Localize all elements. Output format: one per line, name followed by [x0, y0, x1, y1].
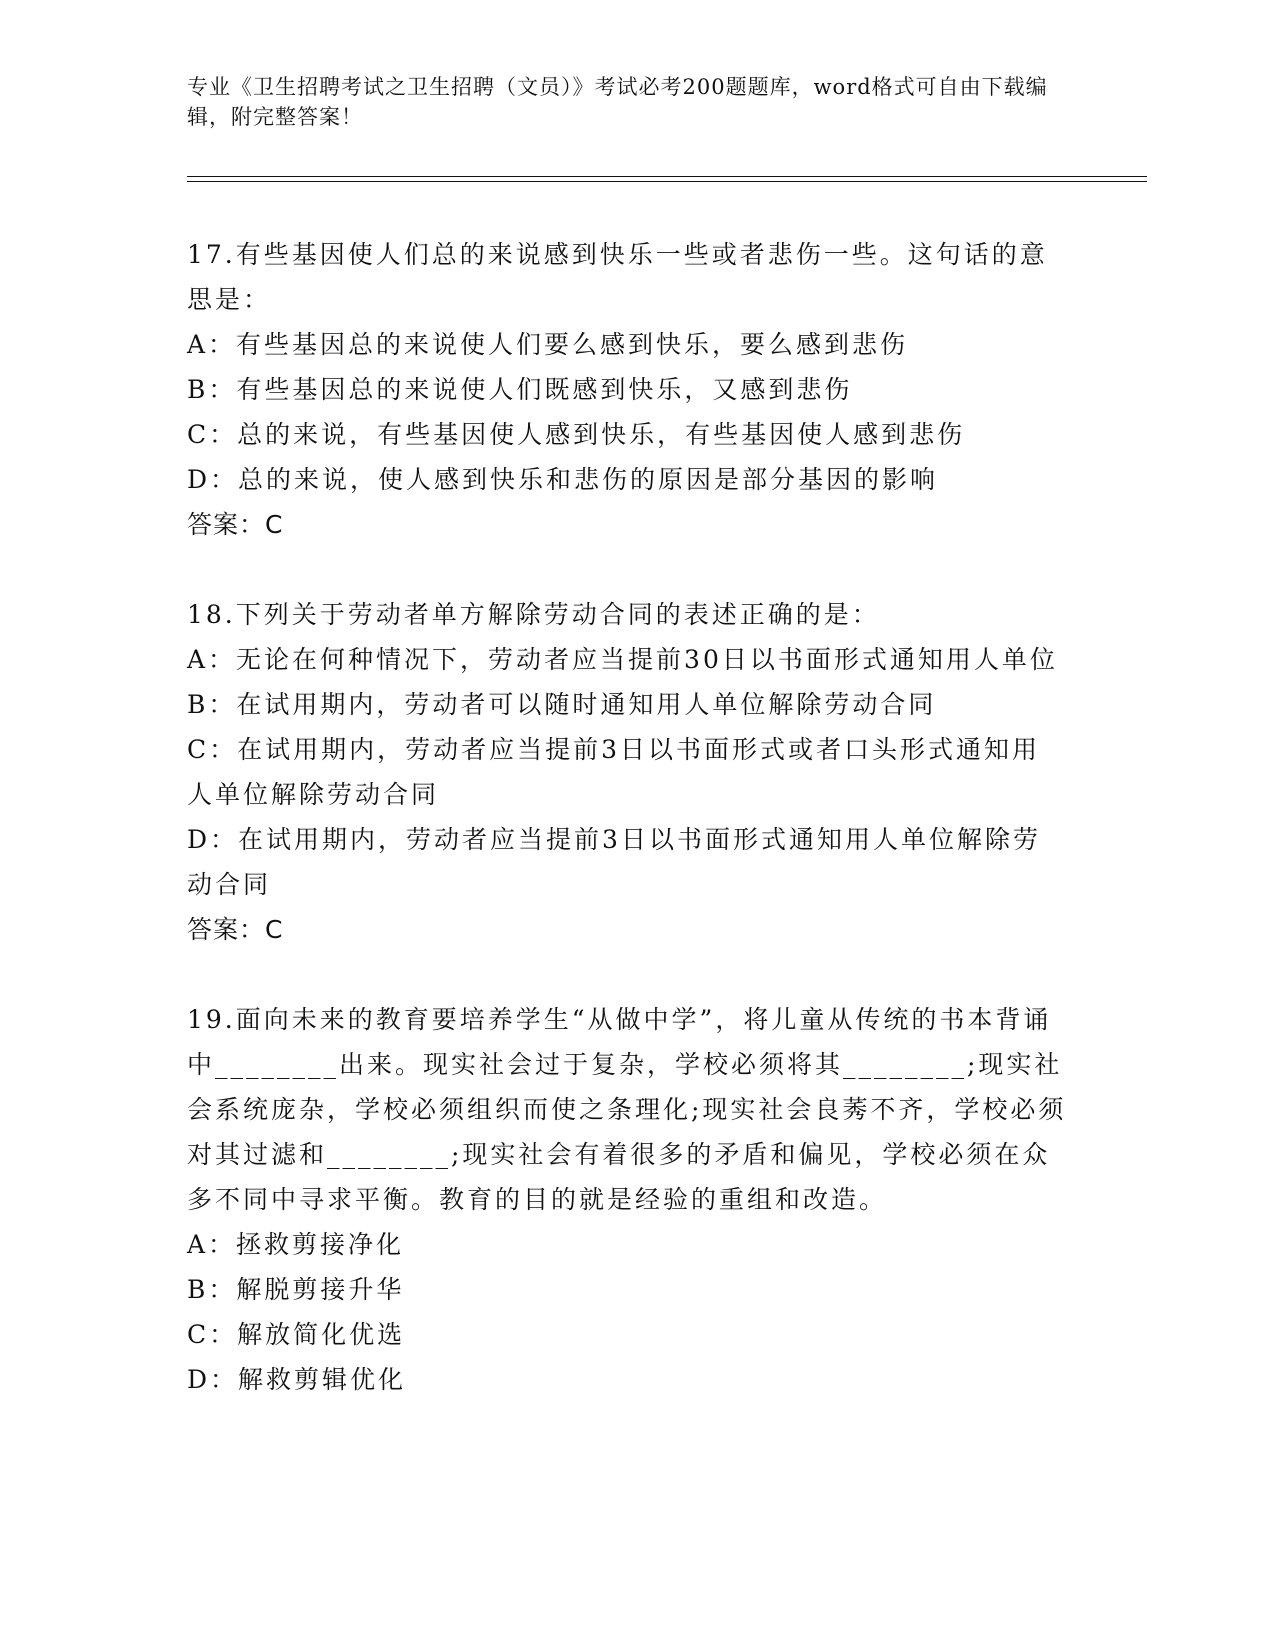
option-a: A：拯救剪接净化	[187, 1230, 405, 1259]
option-b: B：有些基因总的来说使人们既感到快乐，又感到悲伤	[187, 375, 853, 404]
option-b: B：在试用期内，劳动者可以随时通知用人单位解除劳动合同	[187, 690, 937, 719]
option-d: D：总的来说，使人感到快乐和悲伤的原因是部分基因的影响	[187, 465, 939, 494]
option-c: C：总的来说，有些基因使人感到快乐，有些基因使人感到悲伤	[187, 420, 966, 449]
option-c: C：在试用期内，劳动者应当提前3日以书面形式或者口头形式通知用人单位解除劳动合同	[187, 735, 1041, 809]
option-b: B：解脱剪接升华	[187, 1275, 405, 1304]
option-a: A：无论在何种情况下，劳动者应当提前30日以书面形式通知用人单位	[187, 645, 1058, 674]
document-header: 专业《卫生招聘考试之卫生招聘（文员）》考试必考200题题库，word格式可自由下载编辑，附完整答案！	[187, 75, 1048, 129]
question-list	[187, 232, 1067, 1447]
question-17	[187, 232, 1067, 547]
answer: 答案：C	[187, 510, 284, 539]
header-divider-top	[187, 176, 1147, 177]
question-stem: 18.下列关于劳动者单方解除劳动合同的表述正确的是：	[187, 600, 880, 629]
answer: 答案：C	[187, 915, 284, 944]
header-divider-bottom	[187, 181, 1147, 182]
option-d: D：解救剪辑优化	[187, 1365, 407, 1394]
option-d: D：在试用期内，劳动者应当提前3日以书面形式通知用人单位解除劳动合同	[187, 825, 1041, 899]
option-a: A：有些基因总的来说使人们要么感到快乐，要么感到悲伤	[187, 330, 909, 359]
question-18	[187, 592, 1067, 952]
question-stem: 19.面向未来的教育要培养学生“从做中学”，将儿童从传统的书本背诵中________出来。现实社会过于复杂，学校必须将其________;现实社会系统庞杂，学校必须组织而使之条理化;现实社会良莠不齐，学校必须对其过滤和________;现实社会有着很多的矛盾和偏见，学校必须在众多不同中寻求平衡。教育的目的就是经验的重组和改造。	[187, 1005, 1067, 1214]
option-c: C：解放简化优选	[187, 1320, 406, 1349]
question-19	[187, 997, 1067, 1402]
question-stem: 17.有些基因使人们总的来说感到快乐一些或者悲伤一些。这句话的意思是：	[187, 240, 1048, 314]
